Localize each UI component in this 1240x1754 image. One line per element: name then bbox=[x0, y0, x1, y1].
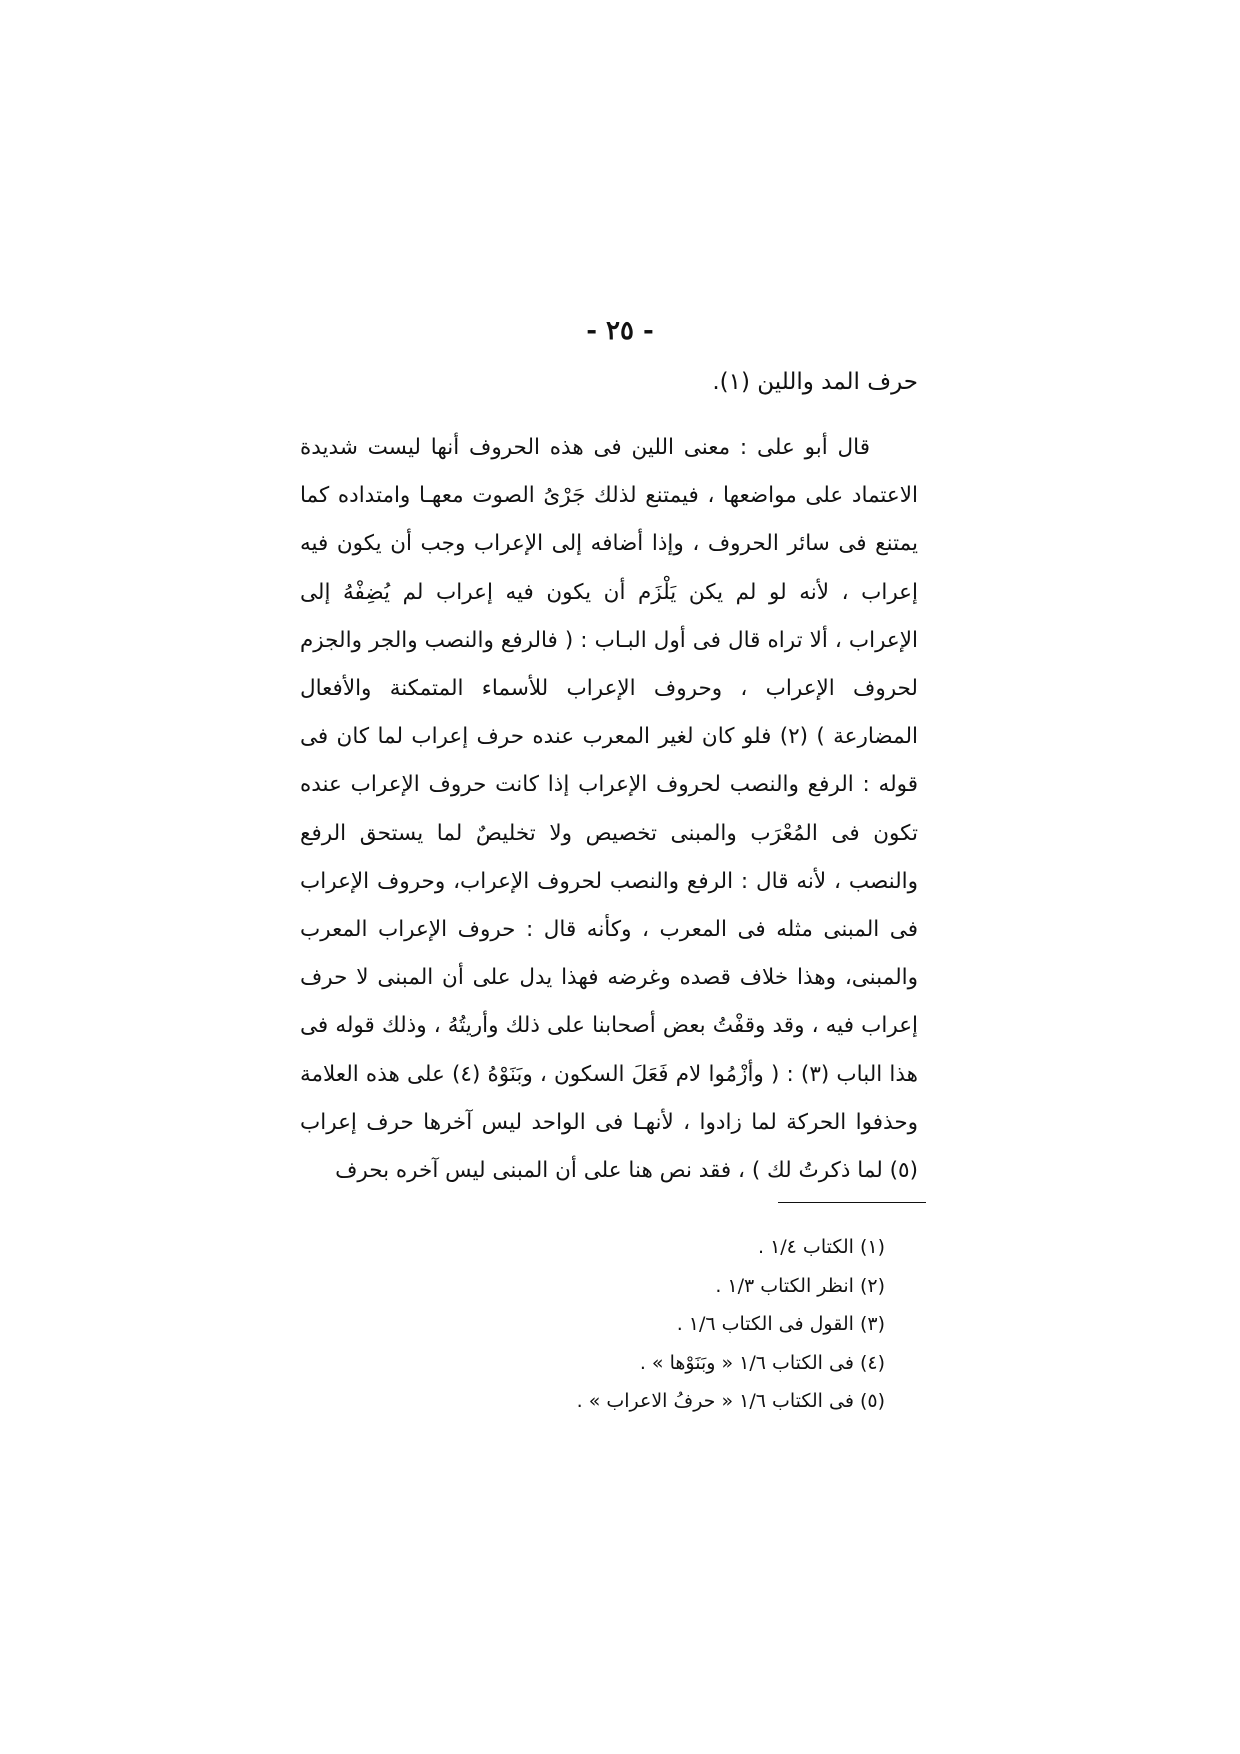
main-text bbox=[300, 424, 918, 1195]
footnote: (٤) فى الكتاب ١/٦ « وبَنَوْها » . bbox=[639, 1351, 885, 1374]
paragraph: قال أبو على : معنى اللين فى هذه الحروف أنها ليست شديدة الاعتماد على مواضعها ، فيمتنع لذلك جَرْىُ الصوت معهـا وامتداده كما يمتنع فى سائر الحروف ، وإذا أضافه إلى الإعراب وجب أن يكون فيه إعراب ، لأنه لو لم يكن يَلْزَم أن يكون فيه إعراب لم يُضِفْهُ إلى الإعراب ، ألا تراه قال فى أول البـاب : ( فالرفع والنصب والجر والجزم لحروف الإعراب ، وحروف الإعراب للأسماء المتمكنة والأفعال المضارعة ) (٢) فلو كان لغير المعرب عنده حرف إعراب لما كان فى قوله : الرفع والنصب لحروف الإعراب إذا كانت حروف الإعراب عنده تكون فى المُعْرَب والمبنى تخصيص ولا تخليصٌ لما يستحق الرفع والنصب ، لأنه قال : الرفع والنصب لحروف الإعراب، وحروف الإعراب فى المبنى مثله فى المعرب ، وكأنه قال : حروف الإعراب المعرب والمبنى، وهذا خلاف قصده وغرضه فهذا يدل على أن المبنى لا حرف إعراب فيه ، وقد وقفْتُ بعض أصحابنا على ذلك وأريتُهُ ، وذلك قوله فى هذا الباب (٣) : ( وأزْمُوا لام فَعَلَ السكون ، وبَنَوْهُ (٤) على هذه العلامة وحذفوا الحركة لما زادوا ، لأنهـا فى الواحد ليس آخرها حرف إعراب (٥) لما ذكرتُ لك ) ، فقد نص هنا على أن المبنى ليس آخره بحرف bbox=[300, 435, 918, 1184]
footnote: (١) الكتاب ١/٤ . bbox=[757, 1236, 885, 1258]
footnote: (٥) فى الكتاب ١/٦ « حرفُ الاعراب » . bbox=[576, 1390, 885, 1412]
section-heading: حرف المد واللين (١). bbox=[712, 369, 918, 395]
footnote: (٣) القول فى الكتاب ١/٦ . bbox=[676, 1313, 885, 1335]
footnote-divider bbox=[778, 1202, 926, 1203]
footnote: (٢) انظر الكتاب ١/٣ . bbox=[715, 1274, 885, 1297]
footnotes-list bbox=[300, 1228, 885, 1421]
page-number: - ٢٥ - bbox=[586, 316, 654, 346]
